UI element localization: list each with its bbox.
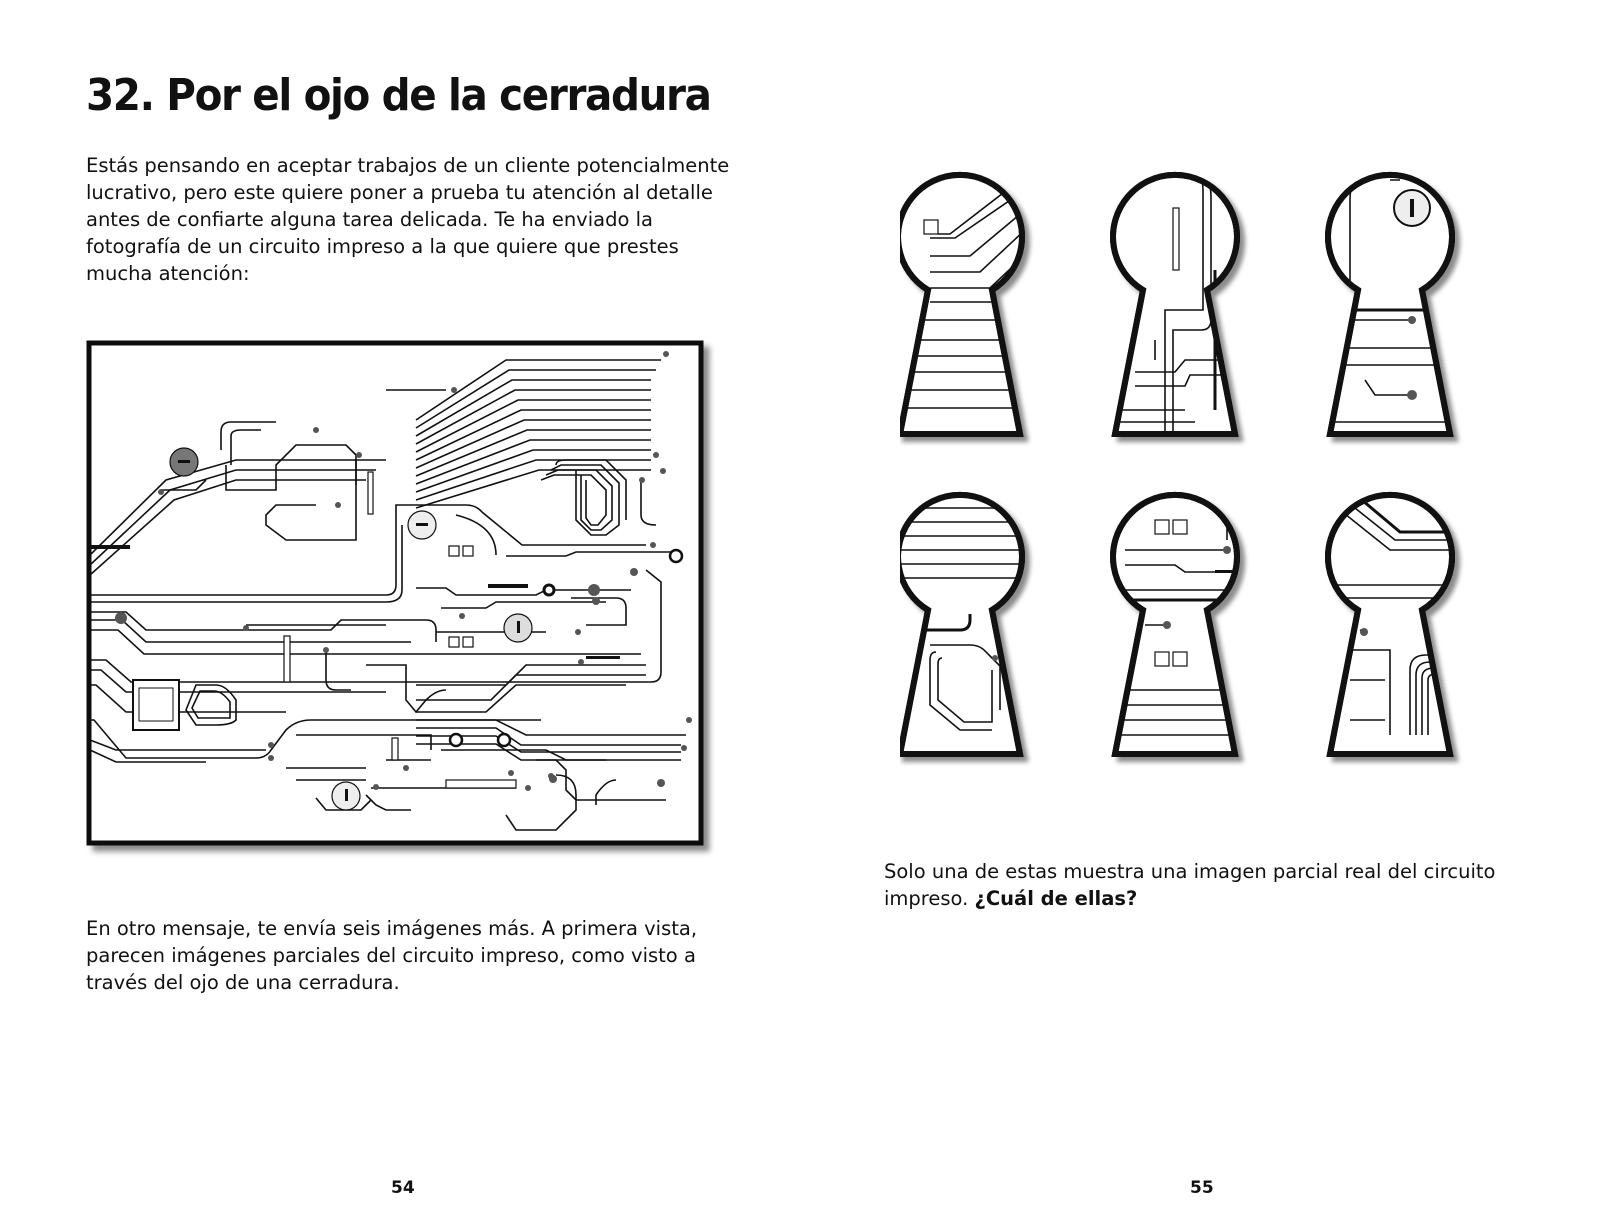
page-number-right: 55 bbox=[1190, 1178, 1214, 1198]
intro-paragraph: Estás pensando en aceptar trabajos de un cliente potencialmente lucrativo, pero este quiere poner a prueba tu atención al detalle antes de confiarte alguna tarea delicada. Te ha enviado la fotografía de un circuito impreso a la que quiere que prestes mucha atención: bbox=[86, 154, 730, 285]
question-text: Solo una de estas muestra una imagen parcial real del circuito impreso. bbox=[884, 860, 1496, 910]
page-title: 32. Por el ojo de la cerradura bbox=[86, 70, 711, 121]
keyhole-options-figure bbox=[900, 150, 1500, 790]
keyhole-option-1 bbox=[900, 175, 1025, 434]
keyhole-option-5 bbox=[1113, 495, 1237, 754]
keyhole-option-3 bbox=[1328, 170, 1452, 434]
keyhole-option-4 bbox=[900, 494, 1022, 754]
keyhole-option-6 bbox=[1328, 490, 1455, 754]
question-paragraph bbox=[884, 858, 1524, 912]
keyhole-option-2 bbox=[1113, 170, 1237, 440]
circuit-board-figure bbox=[86, 340, 716, 860]
page-number-left: 54 bbox=[391, 1178, 415, 1198]
followup-paragraph: En otro mensaje, te envía seis imágenes más. A primera vista, parecen imágenes parciales del circuito impreso, como visto a través del ojo de una cerradura. bbox=[86, 917, 698, 994]
question-bold: ¿Cuál de ellas? bbox=[974, 887, 1138, 910]
